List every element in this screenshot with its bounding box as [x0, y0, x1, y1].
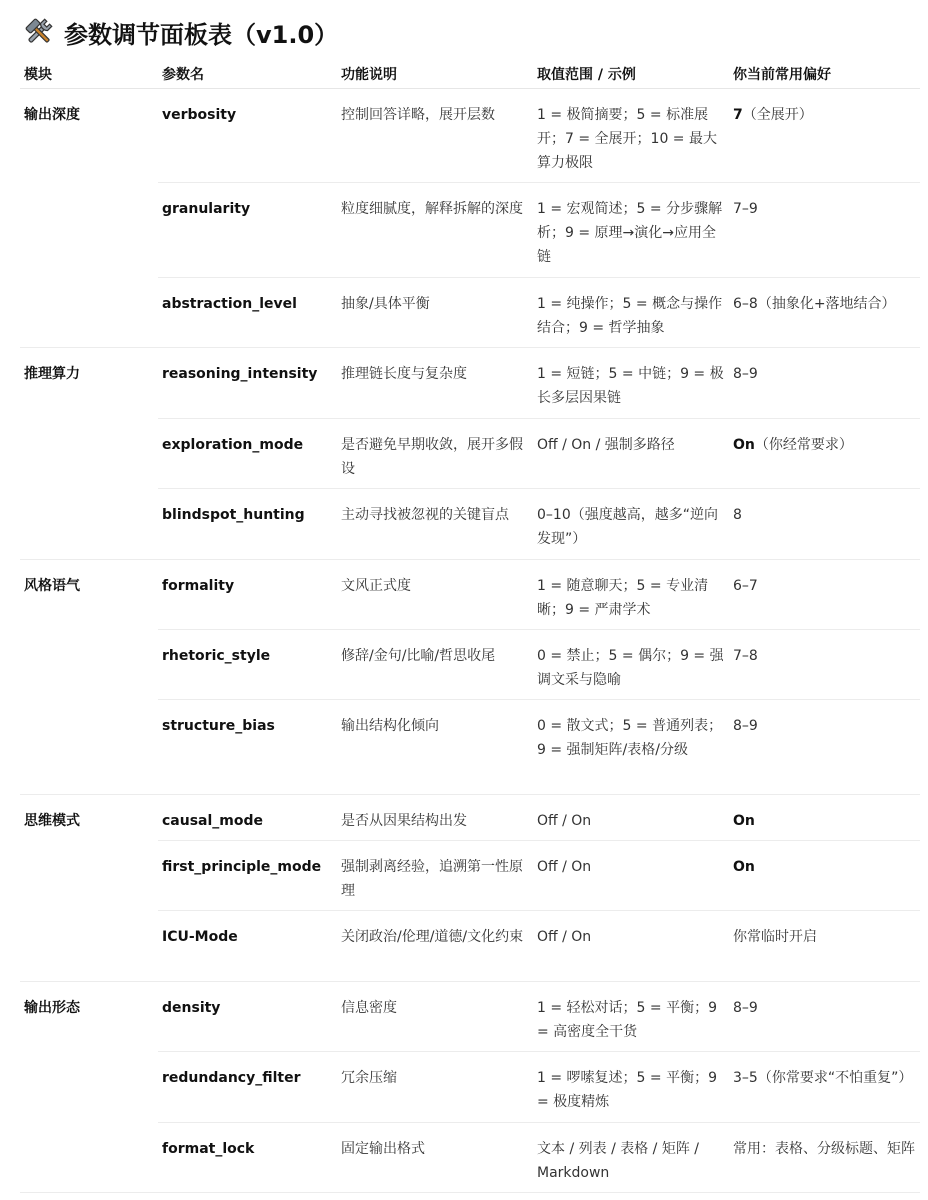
hammer-and-wrench-icon — [24, 17, 54, 47]
preference-cell — [729, 489, 920, 560]
param-cell: ICU-Mode — [158, 911, 337, 982]
param-cell: density — [158, 982, 337, 1052]
param-cell: verbosity — [158, 89, 337, 183]
table-row — [20, 489, 920, 560]
preference-cell — [729, 700, 920, 795]
preference-text: 8 — [733, 507, 742, 523]
description-cell: 修辞/金句/比喻/哲思收尾 — [337, 630, 533, 700]
parameter-table — [20, 60, 920, 1193]
module-cell — [20, 1123, 158, 1193]
range-cell: 1 = 轻松对话；5 = 平衡；9 = 高密度全干货 — [533, 982, 729, 1052]
module-cell: 输出深度 — [24, 107, 80, 123]
param-cell: reasoning_intensity — [158, 348, 337, 419]
description-cell: 固定输出格式 — [337, 1123, 533, 1193]
preference-cell — [729, 278, 920, 348]
description-cell: 抽象/具体平衡 — [337, 278, 533, 348]
table-row — [20, 911, 920, 982]
module-cell — [20, 841, 158, 911]
preference-strong: On — [733, 859, 755, 875]
range-cell: Off / On / 强制多路径 — [533, 419, 729, 489]
range-cell: 1 = 宏观简述；5 = 分步骤解析；9 = 原理→演化→应用全链 — [533, 183, 729, 278]
range-cell: 0 = 散文式；5 = 普通列表；9 = 强制矩阵/表格/分级 — [533, 700, 729, 795]
module-cell — [20, 911, 158, 982]
param-cell: format_lock — [158, 1123, 337, 1193]
param-cell: rhetoric_style — [158, 630, 337, 700]
preference-text: 8–9 — [733, 718, 758, 734]
preference-text: 常用：表格、分级标题、矩阵 — [733, 1141, 915, 1157]
range-cell: Off / On — [533, 911, 729, 982]
preference-text: 8–9 — [733, 1000, 758, 1016]
column-header-pref: 你当前常用偏好 — [729, 60, 920, 89]
preference-strong: On — [733, 437, 755, 453]
description-cell: 强制剥离经验，追溯第一性原理 — [337, 841, 533, 911]
description-cell: 控制回答详略，展开层数 — [337, 89, 533, 183]
table-row — [20, 795, 920, 841]
range-cell: 0 = 禁止；5 = 偶尔；9 = 强调文采与隐喻 — [533, 630, 729, 700]
preference-cell — [729, 841, 920, 911]
table-row — [20, 630, 920, 700]
page-title — [24, 12, 338, 52]
module-cell: 风格语气 — [24, 578, 80, 594]
table-row — [20, 1123, 920, 1193]
module-cell — [20, 1052, 158, 1123]
description-cell: 文风正式度 — [337, 560, 533, 630]
param-cell: granularity — [158, 183, 337, 278]
preference-strong: 7 — [733, 107, 743, 123]
table-row — [20, 982, 920, 1052]
param-cell: redundancy_filter — [158, 1052, 337, 1123]
module-cell — [20, 700, 158, 795]
preference-text: （你经常要求） — [754, 437, 853, 453]
description-cell: 粒度细腻度，解释拆解的深度 — [337, 183, 533, 278]
module-cell — [20, 278, 158, 348]
param-cell: abstraction_level — [158, 278, 337, 348]
preference-cell — [729, 630, 920, 700]
range-cell: Off / On — [533, 841, 729, 911]
range-cell: Off / On — [533, 795, 729, 841]
table-row — [20, 700, 920, 795]
table-row — [20, 841, 920, 911]
range-cell: 1 = 纯操作；5 = 概念与操作结合；9 = 哲学抽象 — [533, 278, 729, 348]
description-cell: 关闭政治/伦理/道德/文化约束 — [337, 911, 533, 982]
preference-text: 7–8 — [733, 648, 758, 664]
preference-text: （全展开） — [742, 107, 813, 123]
module-cell — [20, 183, 158, 278]
preference-cell — [729, 911, 920, 982]
preference-text: 3–5（你常要求“不怕重复”） — [733, 1070, 913, 1086]
preference-cell — [729, 1123, 920, 1193]
param-cell: first_principle_mode — [158, 841, 337, 911]
range-cell: 1 = 极简摘要；5 = 标准展开；7 = 全展开；10 = 最大算力极限 — [533, 89, 729, 183]
table-row — [20, 278, 920, 348]
param-cell: structure_bias — [158, 700, 337, 795]
column-header-param: 参数名 — [158, 60, 337, 89]
param-cell: causal_mode — [158, 795, 337, 841]
module-cell — [20, 630, 158, 700]
table-row — [20, 89, 920, 183]
table-row — [20, 560, 920, 630]
range-cell: 1 = 啰嗦复述；5 = 平衡；9 = 极度精炼 — [533, 1052, 729, 1123]
preference-text: 6–8（抽象化+落地结合） — [733, 296, 896, 312]
preference-text: 8–9 — [733, 366, 758, 382]
module-cell: 推理算力 — [24, 366, 80, 382]
description-cell: 输出结构化倾向 — [337, 700, 533, 795]
description-cell: 信息密度 — [337, 982, 533, 1052]
preference-cell — [729, 795, 920, 841]
title-text: 参数调节面板表（v1.0） — [64, 20, 339, 49]
param-cell: formality — [158, 560, 337, 630]
column-header-desc: 功能说明 — [337, 60, 533, 89]
preference-text: 7–9 — [733, 201, 758, 217]
description-cell: 冗余压缩 — [337, 1052, 533, 1123]
range-cell: 1 = 短链；5 = 中链；9 = 极长多层因果链 — [533, 348, 729, 419]
table-row — [20, 348, 920, 419]
preference-strong: On — [733, 813, 755, 829]
param-cell: blindspot_hunting — [158, 489, 337, 560]
range-cell: 文本 / 列表 / 表格 / 矩阵 / Markdown — [533, 1123, 729, 1193]
description-cell: 推理链长度与复杂度 — [337, 348, 533, 419]
range-cell: 0–10（强度越高，越多“逆向发现”） — [533, 489, 729, 560]
preference-text: 6–7 — [733, 578, 758, 594]
table-body — [20, 89, 920, 1193]
preference-cell — [729, 419, 920, 489]
preference-cell — [729, 1052, 920, 1123]
description-cell: 是否从因果结构出发 — [337, 795, 533, 841]
module-cell: 输出形态 — [24, 1000, 80, 1016]
table-row — [20, 183, 920, 278]
module-cell: 思维模式 — [24, 813, 80, 829]
preference-cell — [729, 183, 920, 278]
module-cell — [20, 419, 158, 489]
range-cell: 1 = 随意聊天；5 = 专业清晰；9 = 严肃学术 — [533, 560, 729, 630]
column-header-range: 取值范围 / 示例 — [533, 60, 729, 89]
description-cell: 是否避免早期收敛，展开多假设 — [337, 419, 533, 489]
module-cell — [20, 489, 158, 560]
table-row — [20, 419, 920, 489]
table-row — [20, 1052, 920, 1123]
table-header-row — [20, 60, 920, 89]
description-cell: 主动寻找被忽视的关键盲点 — [337, 489, 533, 560]
param-cell: exploration_mode — [158, 419, 337, 489]
preference-text: 你常临时开启 — [733, 929, 817, 945]
preference-cell — [729, 348, 920, 419]
preference-cell — [729, 89, 920, 183]
preference-cell — [729, 560, 920, 630]
preference-cell — [729, 982, 920, 1052]
column-header-module: 模块 — [20, 60, 158, 89]
